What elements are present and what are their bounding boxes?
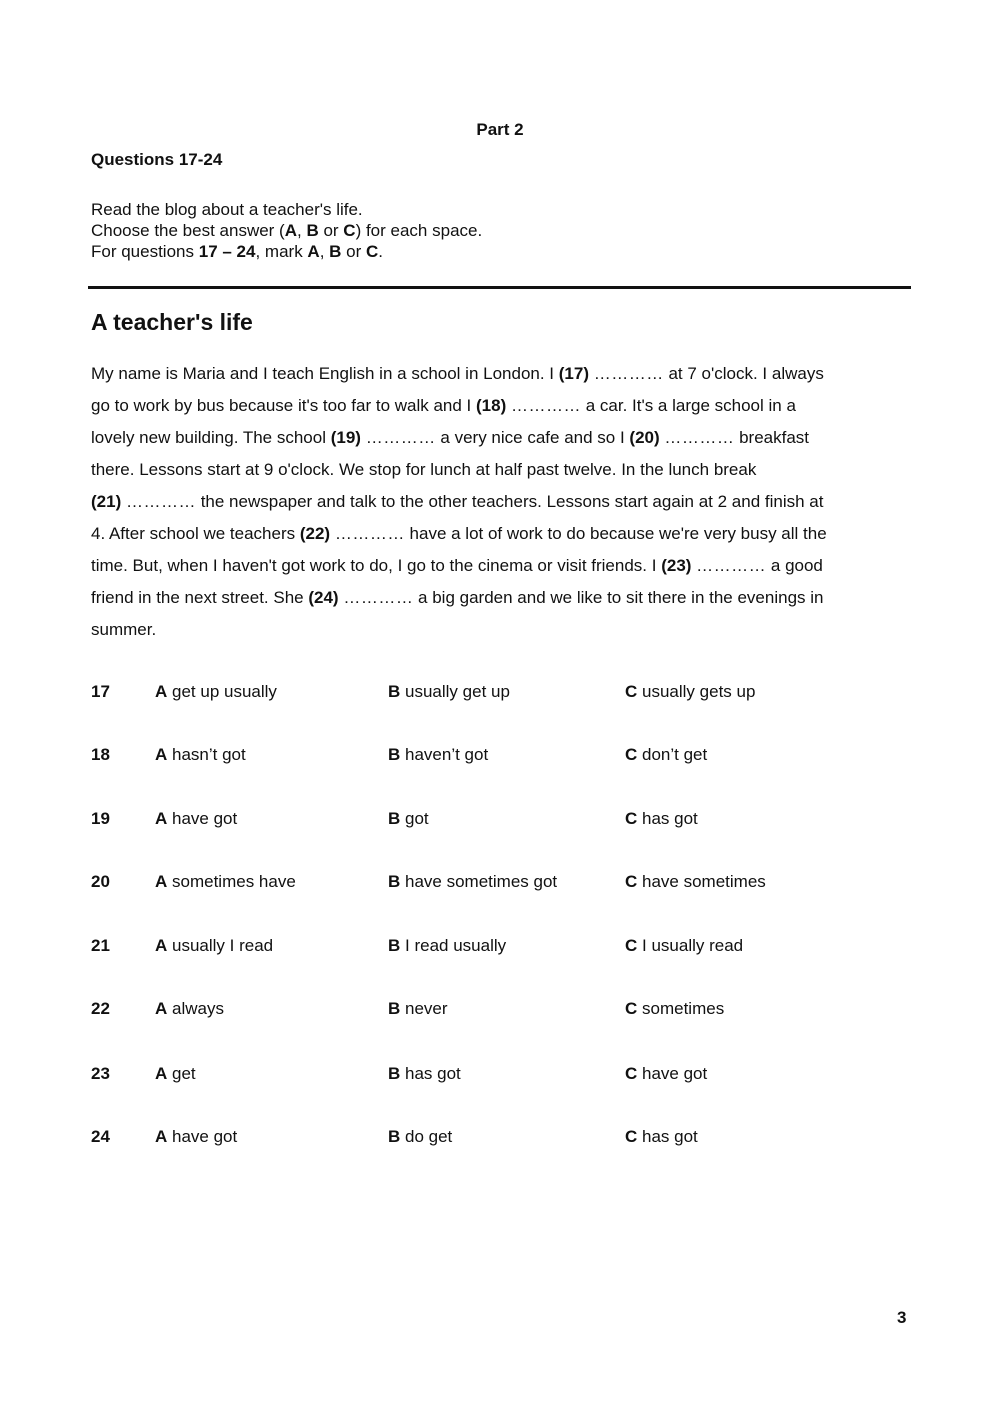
gap-19: (19)	[330, 428, 361, 447]
instruction-line-2: Choose the best answer (A, B or C) for each space.	[91, 221, 483, 240]
option-a: A have got	[155, 1127, 238, 1146]
option-a: A get	[155, 1064, 196, 1083]
instruction-line-3: For questions 17 – 24, mark A, B or C.	[91, 242, 384, 261]
question-row-24	[0, 1127, 1000, 1151]
option-a: A sometimes have	[155, 872, 296, 891]
blog-line: time. But, when I haven't got work to do, I go to the cinema or visit friends. I (23) ………… a good	[91, 556, 823, 575]
option-a: A always	[155, 999, 224, 1018]
page-number: 3	[897, 1308, 907, 1327]
option-c: C have got	[625, 1064, 708, 1083]
blog-line: there. Lessons start at 9 o'clock. We stop for lunch at half past twelve. In the lunch break	[91, 460, 757, 479]
blog-line: lovely new building. The school (19) ………… a very nice cafe and so I (20) ………… breakfast	[91, 428, 810, 447]
option-a: A hasn’t got	[155, 745, 246, 764]
question-number: 24	[91, 1127, 110, 1146]
gap-21: (21)	[91, 492, 122, 511]
blog-line: friend in the next street. She (24) ………… a big garden and we like to sit there in the evenings in	[91, 588, 824, 607]
option-c: C sometimes	[625, 999, 725, 1018]
gap-23: (23)	[661, 556, 692, 575]
question-row-17	[0, 682, 1000, 706]
option-b: B has got	[388, 1064, 461, 1083]
blog-line: 4. After school we teachers (22) ………… have a lot of work to do because we're very busy all the	[91, 524, 827, 543]
question-number: 20	[91, 872, 110, 891]
option-c: C don’t get	[625, 745, 708, 764]
question-row-19	[0, 809, 1000, 833]
section-divider	[88, 286, 911, 289]
question-number: 18	[91, 745, 110, 764]
question-number: 22	[91, 999, 110, 1018]
question-number: 17	[91, 682, 110, 701]
option-c: C has got	[625, 1127, 698, 1146]
gap-18: (18)	[476, 396, 507, 415]
question-number: 21	[91, 936, 110, 955]
option-c: C I usually read	[625, 936, 744, 955]
question-row-20	[0, 872, 1000, 896]
option-a: A have got	[155, 809, 238, 828]
blog-title: A teacher's life	[91, 309, 253, 335]
gap-24: (24)	[308, 588, 339, 607]
question-number: 23	[91, 1064, 110, 1083]
gap-20: (20)	[629, 428, 660, 447]
option-c: C has got	[625, 809, 698, 828]
blog-text	[91, 358, 901, 646]
option-c: C have sometimes	[625, 872, 766, 891]
option-c: C usually gets up	[625, 682, 756, 701]
option-b: B have sometimes got	[388, 872, 558, 891]
option-b: B usually get up	[388, 682, 510, 701]
question-row-21	[0, 936, 1000, 960]
gap-17: (17)	[558, 364, 589, 383]
question-row-22	[0, 999, 1000, 1023]
question-row-23	[0, 1064, 1000, 1088]
part-title: Part 2	[476, 120, 524, 139]
option-b: B do get	[388, 1127, 453, 1146]
instruction-line-1: Read the blog about a teacher's life.	[91, 200, 363, 219]
blog-line: go to work by bus because it's too far to walk and I (18) ………… a car. It's a large school in a	[91, 396, 796, 415]
blog-line: summer.	[91, 620, 157, 639]
option-a: A get up usually	[155, 682, 277, 701]
blog-line: (21) ………… the newspaper and talk to the other teachers. Lessons start again at 2 and finish at	[91, 492, 824, 511]
option-a: A usually I read	[155, 936, 274, 955]
option-b: B haven’t got	[388, 745, 489, 764]
question-number: 19	[91, 809, 110, 828]
option-b: B got	[388, 809, 429, 828]
blog-line: My name is Maria and I teach English in a school in London. I (17) ………… at 7 o'clock. I always	[91, 364, 824, 383]
option-b: B never	[388, 999, 448, 1018]
questions-range: Questions 17-24	[91, 150, 223, 169]
option-b: B I read usually	[388, 936, 507, 955]
question-row-18	[0, 745, 1000, 769]
gap-22: (22)	[299, 524, 331, 543]
